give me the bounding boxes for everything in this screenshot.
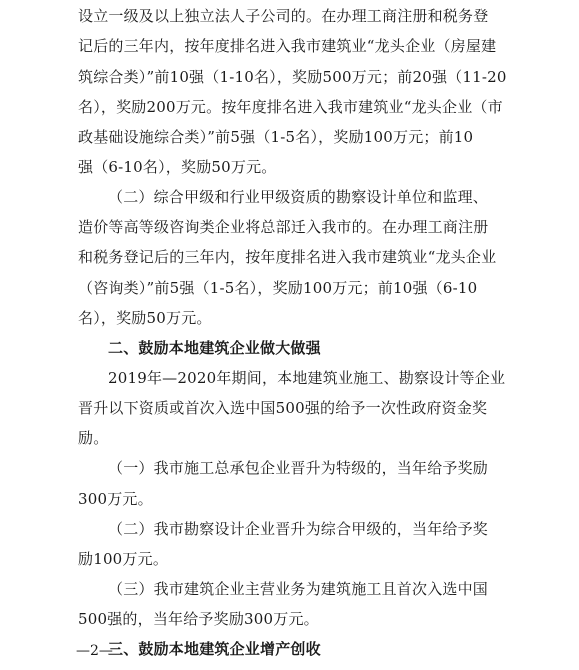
text-line-10: （咨询类）”前5强（1-5名），奖励100万元；前10强（6-10 xyxy=(78,279,478,297)
text-line-8: 造价等高等级咨询类企业将总部迁入我市的。在办理工商注册 xyxy=(78,218,489,236)
text-line-5: 政基础设施综合类）”前5强（1-5名），奖励100万元；前10 xyxy=(78,128,474,146)
text-line-11: 名），奖励50万元。 xyxy=(78,309,212,327)
text-line-7: （二）综合甲级和行业甲级资质的勘察设计单位和监理、 xyxy=(108,188,489,206)
section-heading-2: 二、鼓励本地建筑企业做大做强 xyxy=(108,339,321,357)
text-line-4: 名），奖励200万元。按年度排名进入我市建筑业“龙头企业（市 xyxy=(78,98,503,116)
text-line-21: 500强的，当年给予奖励300万元。 xyxy=(78,610,319,628)
text-line-19: 励100万元。 xyxy=(78,550,169,568)
text-line-16: （一）我市施工总承包企业晋升为特级的，当年给予奖励 xyxy=(108,459,489,477)
text-line-2: 记后的三年内，按年度排名进入我市建筑业“龙头企业（房屋建 xyxy=(78,37,497,55)
text-line-1: 设立一级及以上独立法人子公司的。在办理工商注册和税务登 xyxy=(78,7,489,25)
text-line-17: 300万元。 xyxy=(78,490,153,508)
text-line-9: 和税务登记后的三年内，按年度排名进入我市建筑业“龙头企业 xyxy=(78,248,497,266)
text-line-18: （二）我市勘察设计企业晋升为综合甲级的，当年给予奖 xyxy=(108,520,489,538)
text-line-14: 晋升以下资质或首次入选中国500强的给予一次性政府资金奖 xyxy=(78,399,488,417)
text-line-13: 2019年—2020年期间，本地建筑业施工、勘察设计等企业 xyxy=(108,369,506,387)
section-heading-3: 三、鼓励本地建筑企业增产创收 xyxy=(108,640,321,658)
text-line-3: 筑综合类）”前10强（1-10名），奖励500万元；前20强（11-20 xyxy=(78,68,507,86)
text-line-6: 强（6-10名），奖励50万元。 xyxy=(78,158,277,176)
text-line-15: 励。 xyxy=(78,429,109,447)
text-line-20: （三）我市建筑企业主营业务为建筑施工且首次入选中国 xyxy=(108,580,489,598)
page-number: —2— xyxy=(76,643,113,659)
